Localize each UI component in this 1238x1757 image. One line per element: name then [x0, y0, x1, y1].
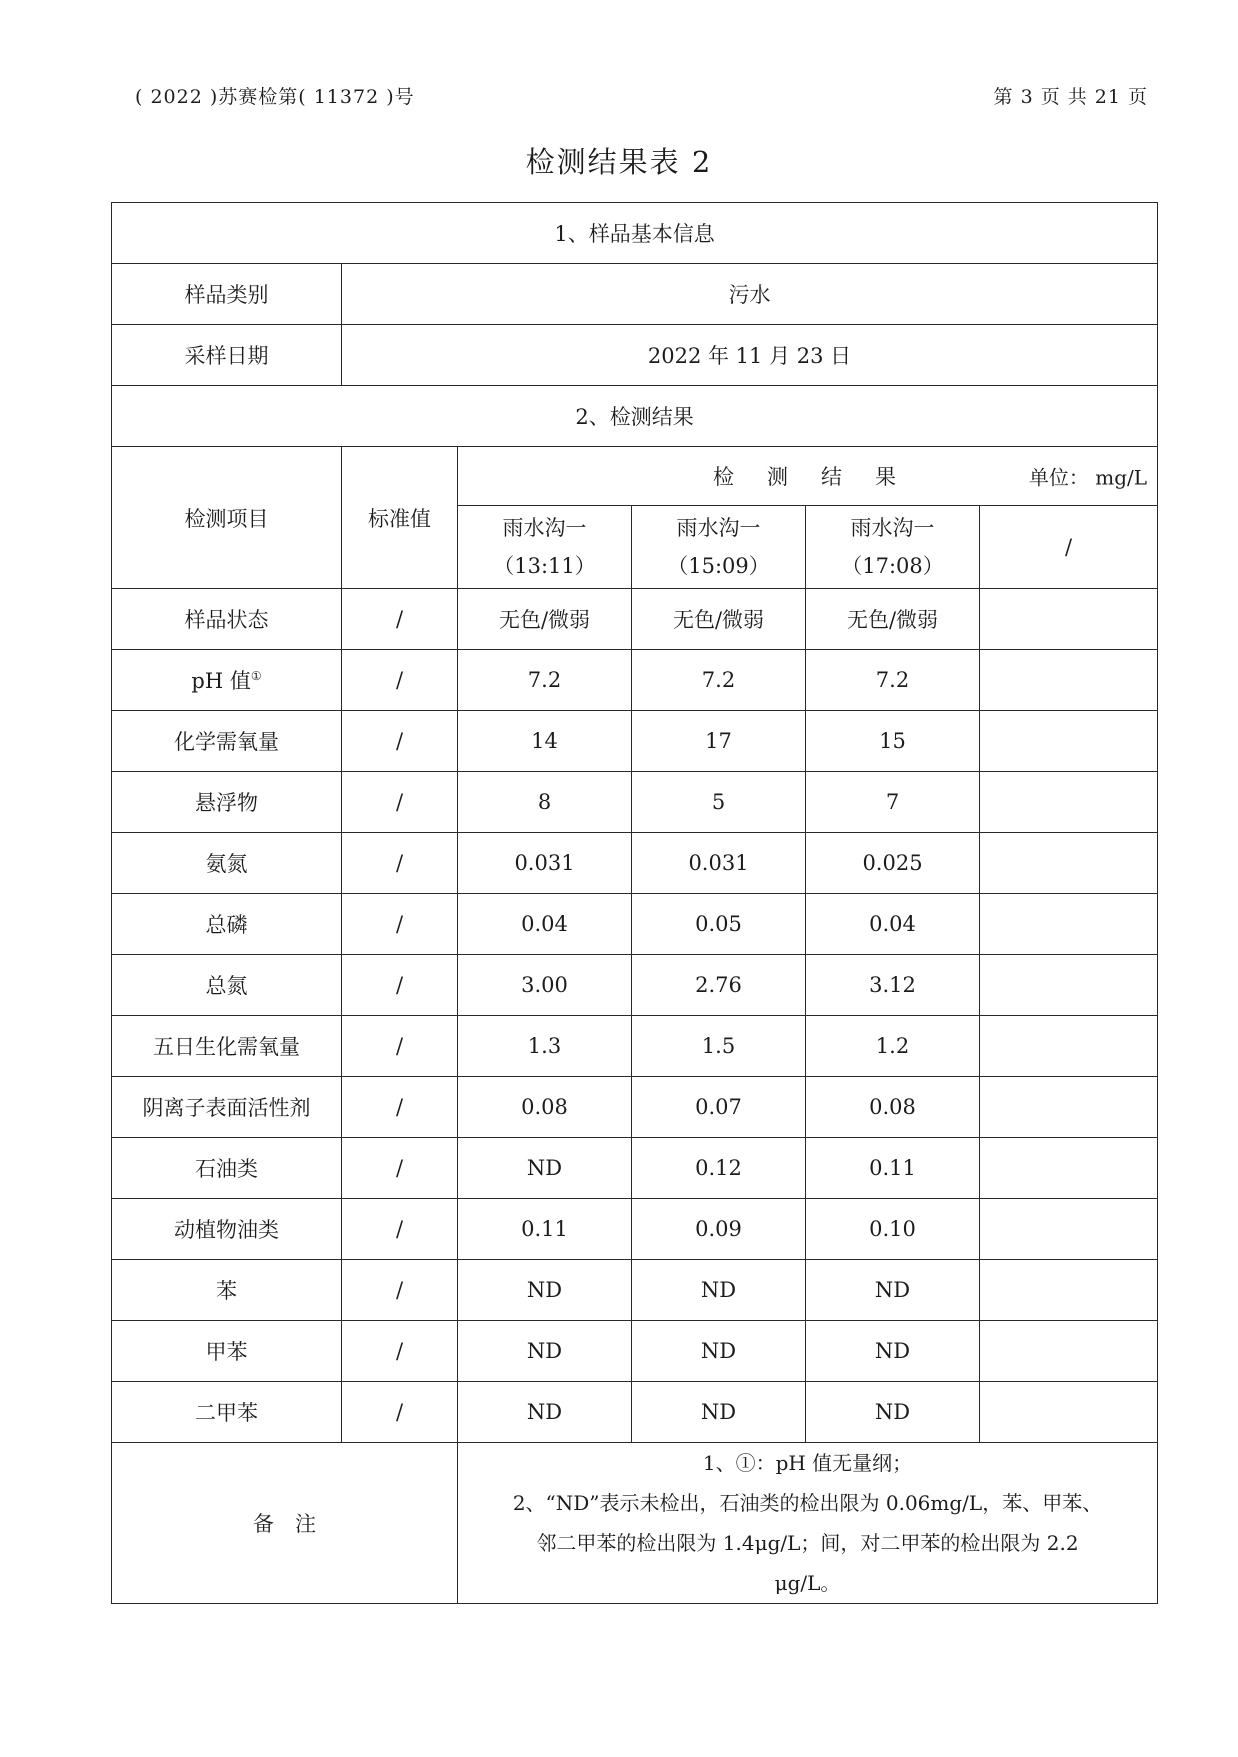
- results-heading-cell: [458, 447, 1158, 506]
- page-title: 检测结果表 2: [525, 145, 713, 179]
- sample-col-1: [458, 506, 632, 589]
- result-value: 0.08: [806, 1077, 980, 1138]
- remark-line: μg/L。: [774, 1571, 841, 1595]
- standard-value: /: [342, 1260, 458, 1321]
- sample-col-2: [632, 506, 806, 589]
- table-row: [112, 1138, 1158, 1199]
- result-value: 0.07: [632, 1077, 806, 1138]
- sample-1-name: 雨水沟一: [502, 516, 587, 540]
- results-table: [111, 202, 1158, 1604]
- result-value: 0.11: [806, 1138, 980, 1199]
- empty-cell: [980, 650, 1158, 711]
- section-1-row: [112, 203, 1158, 264]
- sample-1-time: （13:11）: [493, 554, 596, 578]
- empty-cell: [980, 1321, 1158, 1382]
- item-label: pH 值: [191, 669, 251, 693]
- item-label: 二甲苯: [195, 1401, 258, 1425]
- section-2-row: [112, 386, 1158, 447]
- result-value: 7: [806, 772, 980, 833]
- item-name: [112, 711, 342, 772]
- result-value: 1.5: [632, 1016, 806, 1077]
- empty-cell: [980, 1382, 1158, 1443]
- table-row: [112, 1382, 1158, 1443]
- standard-value: /: [342, 589, 458, 650]
- sample-type-row: [112, 264, 1158, 325]
- sample-2-name: 雨水沟一: [676, 516, 761, 540]
- remarks-row: [112, 1443, 1158, 1604]
- sample-type-label: 样品类别: [112, 264, 342, 325]
- result-value: 0.04: [806, 894, 980, 955]
- item-label: 氨氮: [205, 852, 248, 876]
- sample-type-value: 污水: [342, 264, 1158, 325]
- standard-value: /: [342, 1077, 458, 1138]
- result-value: 0.11: [458, 1199, 632, 1260]
- item-label: 悬浮物: [195, 791, 258, 815]
- sample-3-time: （17:08）: [841, 554, 944, 578]
- result-value: 7.2: [632, 650, 806, 711]
- table-row: [112, 833, 1158, 894]
- report-number: ( 2022 )苏赛检第( 11372 )号: [135, 86, 415, 108]
- result-value: 1.3: [458, 1016, 632, 1077]
- item-label: 五日生化需氧量: [153, 1035, 300, 1059]
- result-value: 3.00: [458, 955, 632, 1016]
- table-row: [112, 1077, 1158, 1138]
- result-value: 无色/微弱: [632, 589, 806, 650]
- result-value: ND: [632, 1382, 806, 1443]
- item-label: 总磷: [205, 913, 248, 937]
- empty-cell: [980, 1260, 1158, 1321]
- result-value: 0.09: [632, 1199, 806, 1260]
- results-header-row: [112, 447, 1158, 506]
- table-row: [112, 955, 1158, 1016]
- item-name: [112, 1260, 342, 1321]
- standard-value: /: [342, 1199, 458, 1260]
- standard-value: /: [342, 894, 458, 955]
- result-value: 17: [632, 711, 806, 772]
- sample-col-3: [806, 506, 980, 589]
- item-name: [112, 955, 342, 1016]
- result-value: 0.10: [806, 1199, 980, 1260]
- standard-value: /: [342, 955, 458, 1016]
- result-value: ND: [458, 1321, 632, 1382]
- result-value: 0.04: [458, 894, 632, 955]
- page-info: 第 3 页 共 21 页: [993, 86, 1148, 108]
- item-label: 样品状态: [184, 608, 269, 632]
- result-value: ND: [806, 1321, 980, 1382]
- col-header-standard: 标准值: [342, 447, 458, 589]
- item-label: 甲苯: [205, 1340, 248, 1364]
- standard-value: /: [342, 1321, 458, 1382]
- result-value: 5: [632, 772, 806, 833]
- results-heading: 检 测 结 果: [713, 465, 903, 489]
- item-label: 阴离子表面活性剂: [142, 1096, 311, 1120]
- item-label: 石油类: [195, 1157, 258, 1181]
- table-row: [112, 589, 1158, 650]
- result-value: ND: [632, 1260, 806, 1321]
- item-name: [112, 1321, 342, 1382]
- empty-cell: [980, 1016, 1158, 1077]
- empty-sample-col: /: [980, 506, 1158, 589]
- item-name: [112, 650, 342, 711]
- section-1-heading: 1、样品基本信息: [112, 203, 1158, 264]
- section-2-heading: 2、检测结果: [112, 386, 1158, 447]
- result-value: 0.031: [458, 833, 632, 894]
- result-value: ND: [806, 1260, 980, 1321]
- empty-cell: [980, 1199, 1158, 1260]
- result-value: 0.05: [632, 894, 806, 955]
- result-value: ND: [458, 1260, 632, 1321]
- item-name: [112, 772, 342, 833]
- result-value: 8: [458, 772, 632, 833]
- table-row: [112, 1016, 1158, 1077]
- result-value: 无色/微弱: [458, 589, 632, 650]
- result-value: 0.12: [632, 1138, 806, 1199]
- item-name: [112, 1382, 342, 1443]
- item-label: 化学需氧量: [174, 730, 279, 754]
- empty-cell: [980, 955, 1158, 1016]
- result-value: ND: [458, 1382, 632, 1443]
- result-value: 0.031: [632, 833, 806, 894]
- empty-cell: [980, 589, 1158, 650]
- empty-cell: [980, 711, 1158, 772]
- result-value: 0.025: [806, 833, 980, 894]
- result-value: 0.08: [458, 1077, 632, 1138]
- sampling-date-label: 采样日期: [112, 325, 342, 386]
- result-value: 3.12: [806, 955, 980, 1016]
- result-value: 7.2: [806, 650, 980, 711]
- result-value: 1.2: [806, 1016, 980, 1077]
- item-label: 动植物油类: [174, 1218, 279, 1242]
- remark-line: 邻二甲苯的检出限为 1.4μg/L；间，对二甲苯的检出限为 2.2: [536, 1531, 1079, 1555]
- remark-line: 1、①：pH 值无量纲；: [702, 1451, 913, 1475]
- standard-value: /: [342, 1138, 458, 1199]
- sampling-date-value: 2022 年 11 月 23 日: [342, 325, 1158, 386]
- standard-value: /: [342, 772, 458, 833]
- standard-value: /: [342, 833, 458, 894]
- unit-label: 单位： mg/L: [1028, 465, 1148, 490]
- item-name: [112, 894, 342, 955]
- result-value: ND: [458, 1138, 632, 1199]
- standard-value: /: [342, 650, 458, 711]
- remarks-content: [458, 1443, 1158, 1604]
- empty-cell: [980, 894, 1158, 955]
- result-value: 14: [458, 711, 632, 772]
- remark-line: 2、“ND”表示未检出，石油类的检出限为 0.06mg/L，苯、甲苯、: [512, 1491, 1103, 1515]
- item-label: 总氮: [205, 974, 248, 998]
- item-name: [112, 1077, 342, 1138]
- item-name: [112, 833, 342, 894]
- table-row: [112, 1321, 1158, 1382]
- empty-cell: [980, 833, 1158, 894]
- empty-cell: [980, 1138, 1158, 1199]
- item-label: 苯: [216, 1279, 237, 1303]
- result-value: 15: [806, 711, 980, 772]
- result-value: 2.76: [632, 955, 806, 1016]
- table-row: [112, 894, 1158, 955]
- item-name: [112, 1138, 342, 1199]
- col-header-item: 检测项目: [112, 447, 342, 589]
- sample-2-time: （15:09）: [667, 554, 770, 578]
- result-value: 7.2: [458, 650, 632, 711]
- empty-cell: [980, 772, 1158, 833]
- item-name: [112, 589, 342, 650]
- item-name: [112, 1199, 342, 1260]
- result-value: ND: [806, 1382, 980, 1443]
- standard-value: /: [342, 1382, 458, 1443]
- table-row: [112, 1199, 1158, 1260]
- table-row: [112, 1260, 1158, 1321]
- table-row: [112, 711, 1158, 772]
- result-value: ND: [632, 1321, 806, 1382]
- remarks-label: 备 注: [112, 1443, 458, 1604]
- table-row: [112, 650, 1158, 711]
- result-value: 无色/微弱: [806, 589, 980, 650]
- item-name: [112, 1016, 342, 1077]
- footnote-marker: ①: [250, 669, 262, 683]
- table-row: [112, 772, 1158, 833]
- standard-value: /: [342, 711, 458, 772]
- empty-cell: [980, 1077, 1158, 1138]
- standard-value: /: [342, 1016, 458, 1077]
- sampling-date-row: [112, 325, 1158, 386]
- sample-3-name: 雨水沟一: [850, 516, 935, 540]
